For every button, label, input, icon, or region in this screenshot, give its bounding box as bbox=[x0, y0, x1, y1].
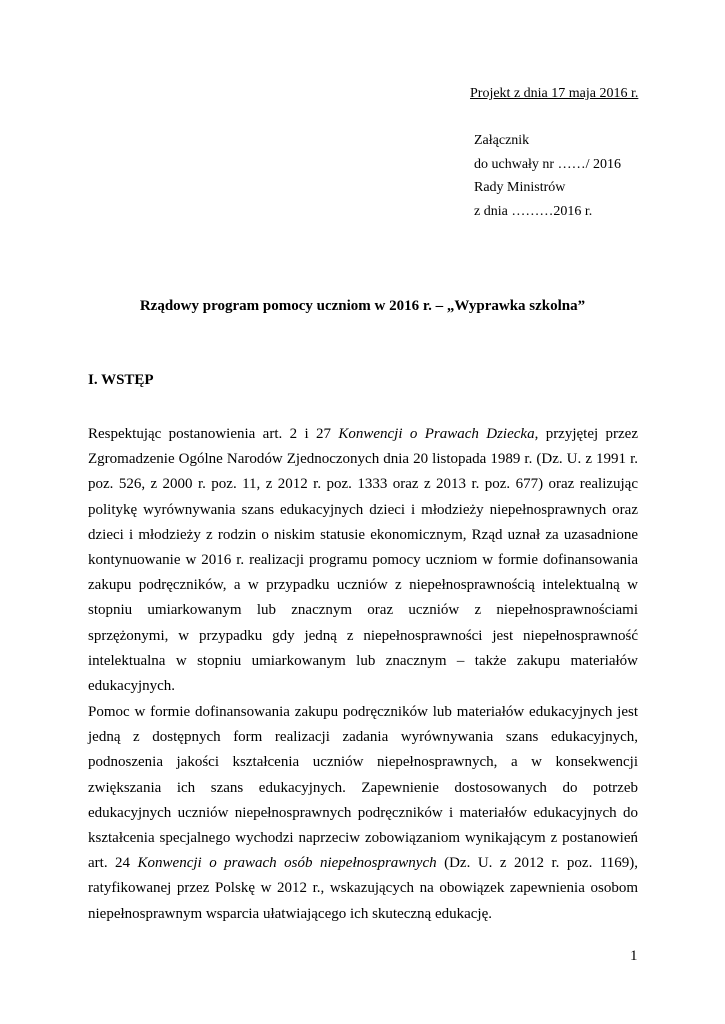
draft-date-note: Projekt z dnia 17 maja 2016 r. bbox=[470, 86, 639, 101]
document-title: Rządowy program pomocy uczniom w 2016 r. – „Wyprawka szkolna” bbox=[139, 298, 586, 314]
convention-title: Konwencji o Prawach Dziecka bbox=[338, 426, 535, 442]
paragraph-intro bbox=[88, 422, 638, 699]
paragraph-text: Pomoc w formie dofinansowania zakupu podręczników lub materiałów edukacyjnych jest jedną z dostępnych form realizacji zadania wyrównywania szans edukacyjnych, podnoszenia jakości kształcenia uczniów niepełnosprawnych, a w konsekwencji zwiększania ich szans edukacyjnych. Zapewnienie dostosowanych do potrzeb edukacyjnych uczniów niepełnosprawnych podręczników i materiałów edukacyjnych do kształcenia specjalnego wychodzi naprzeciw zobowiązaniom wynikającym z postanowień art. 24 bbox=[88, 704, 638, 872]
section-heading: I. WSTĘP bbox=[88, 372, 154, 388]
paragraph-text: (Dz. U. z 2012 r. poz. 1169), ratyfikowanej przez Polskę w 2012 r., wskazujących na obowiązek zapewnienia osobom niepełnosprawnym wsparcia ułatwiającego ich skuteczną edukację. bbox=[88, 855, 638, 922]
convention-title: Konwencji o prawach osób niepełnosprawnych bbox=[137, 855, 437, 872]
paragraph-text: Respektując postanowienia art. 2 i 27 bbox=[88, 426, 339, 442]
paragraph-text: , przyjętej przez Zgromadzenie Ogólne Narodów Zjednoczonych dnia 20 listopada 1989 r. (Dz. U. z 1991 r. poz. 526, z 2000 r. poz. 11, z 2012 r. poz. 1333 oraz z 2013 r. poz. 677) oraz realizując politykę wyrównywania szans edukacyjnych dzieci i młodzieży niepełnosprawnych oraz dzieci i młodzieży z rodzin o niskim statusie ekonomicznym, Rząd uznał za uzasadnione kontynuowanie w 2016 r. realizacji programu pomocy uczniom w formie dofinansowania zakupu podręczników, a w przypadku uczniów z niepełnosprawnością intelektualną w stopniu umiarkowanym lub znacznym oraz uczniów z niepełnosprawnościami sprzężonymi, w przypadku gdy jedną z niepełnosprawności jest niepełnosprawność intelektualna w stopniu umiarkowanym lub znacznym – także zakupu materiałów edukacyjnych. bbox=[88, 426, 638, 695]
annex-block bbox=[474, 129, 621, 223]
annex-line: do uchwały nr ……/ 2016 bbox=[474, 156, 621, 172]
annex-line: z dnia ………2016 r. bbox=[474, 203, 593, 219]
annex-line: Załącznik bbox=[474, 133, 530, 148]
page-number: 1 bbox=[630, 948, 638, 964]
paragraph-support bbox=[88, 700, 638, 927]
annex-line: Rady Ministrów bbox=[474, 180, 566, 195]
